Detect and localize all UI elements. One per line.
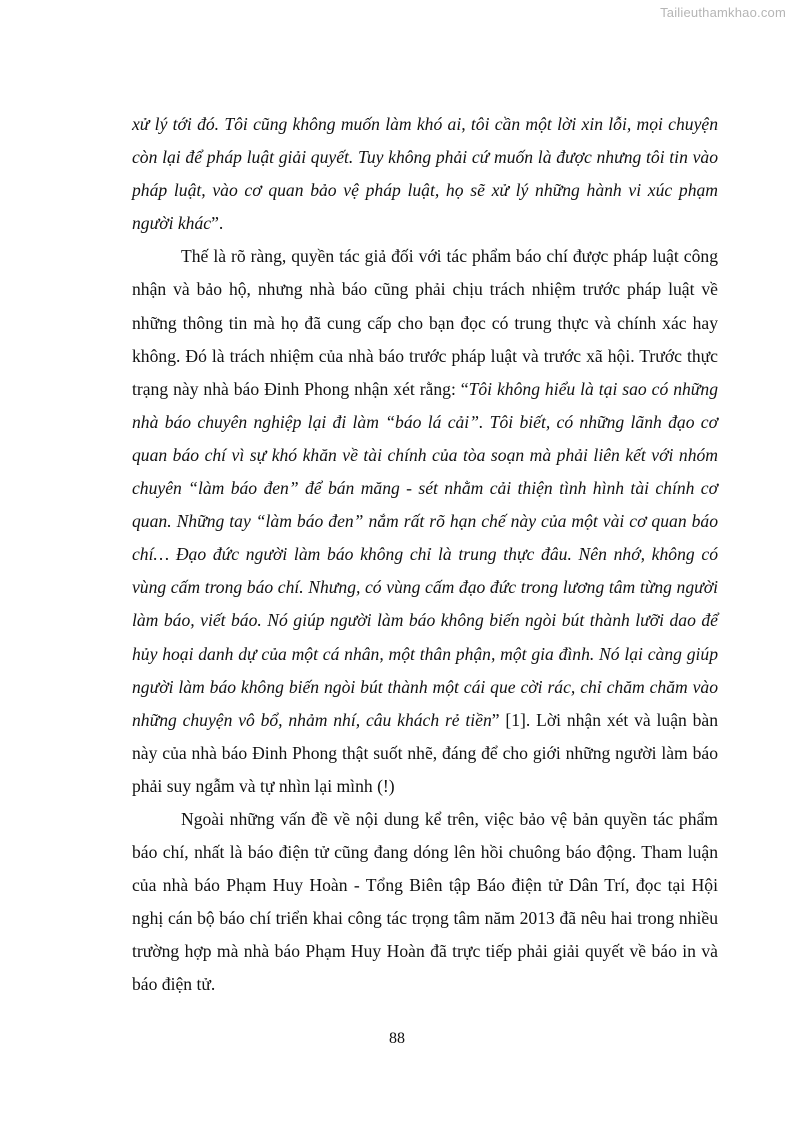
quote-close: ”. [211,213,224,234]
document-body [132,108,718,1002]
quote-text-italic: xử lý tới đó. Tôi cũng không muốn làm khó ai, tôi cần một lời xin lỗi, mọi chuyện còn lại để pháp luật giải quyết. Tuy không phải cứ muốn là được nhưng tôi tin vào pháp luật, vào cơ quan bảo vệ pháp luật, họ sẽ xử lý những hành vi xúc phạm người khác [132,114,718,234]
paragraph-1 [132,108,718,240]
paragraph-2-conclusion: ” [1]. Lời nhận xét và luận bàn này của nhà báo Đinh Phong thật suốt nhẽ, đáng để cho giới những người làm báo phải suy ngẫm và tự nhìn lại mình (!) [132,709,718,796]
paragraph-3 [132,803,718,1002]
paragraph-3-text: Ngoài những vấn đề về nội dung kể trên, việc bảo vệ bản quyền tác phẩm báo chí, nhất là báo điện tử cũng đang dóng lên hồi chuông báo động. Tham luận của nhà báo Phạm Huy Hoàn - Tổng Biên tập Báo điện tử Dân Trí, đọc tại Hội nghị cán bộ báo chí triển khai công tác trọng tâm năm 2013 đã nêu hai trong nhiều trường hợp mà nhà báo Phạm Huy Hoàn đã trực tiếp phải giải quyết về báo in và báo điện tử. [132,808,718,995]
dinh-phong-quote-italic: Tôi không hiểu là tại sao có những nhà báo chuyên nghiệp lại đi làm “báo lá cải”. Tôi biết, có những lãnh đạo cơ quan báo chí vì sự khó khăn về tài chính của tòa soạn mà phải liên kết với nhóm chuyên “làm báo đen” để bán măng - sét nhằm cải thiện tình hình tài chính cơ quan. Những tay “làm báo đen” nắm rất rõ hạn chế này của một vài cơ quan báo chí… Đạo đức người làm báo không chỉ là trung thực đâu. Nên nhớ, không có vùng cấm trong báo chí. Nhưng, có vùng cấm đạo đức trong lương tâm từng người làm báo, viết báo. Nó giúp người làm báo không biến ngòi bút thành lưỡi dao để hủy hoại danh dự của một cá nhân, một thân phận, một gia đình. Nó lại càng giúp người làm báo không biến ngòi bút thành một cái que cời rác, chỉ chăm chăm vào những chuyện vô bổ, nhảm nhí, câu khách rẻ tiền [132,378,718,730]
paragraph-2 [132,240,718,803]
paragraph-2-intro: Thế là rõ ràng, quyền tác giả đối với tác phẩm báo chí được pháp luật công nhận và bảo hộ, nhưng nhà báo cũng phải chịu trách nhiệm trước pháp luật về những thông tin mà họ đã cung cấp cho bạn đọc có trung thực và chính xác hay không. Đó là trách nhiệm của nhà báo trước pháp luật và trước xã hội. Trước thực trạng này nhà báo Đinh Phong nhận xét rằng: “ [132,246,718,399]
watermark-text: Tailieuthamkhao.com [660,5,786,20]
page-number: 88 [389,1030,405,1047]
